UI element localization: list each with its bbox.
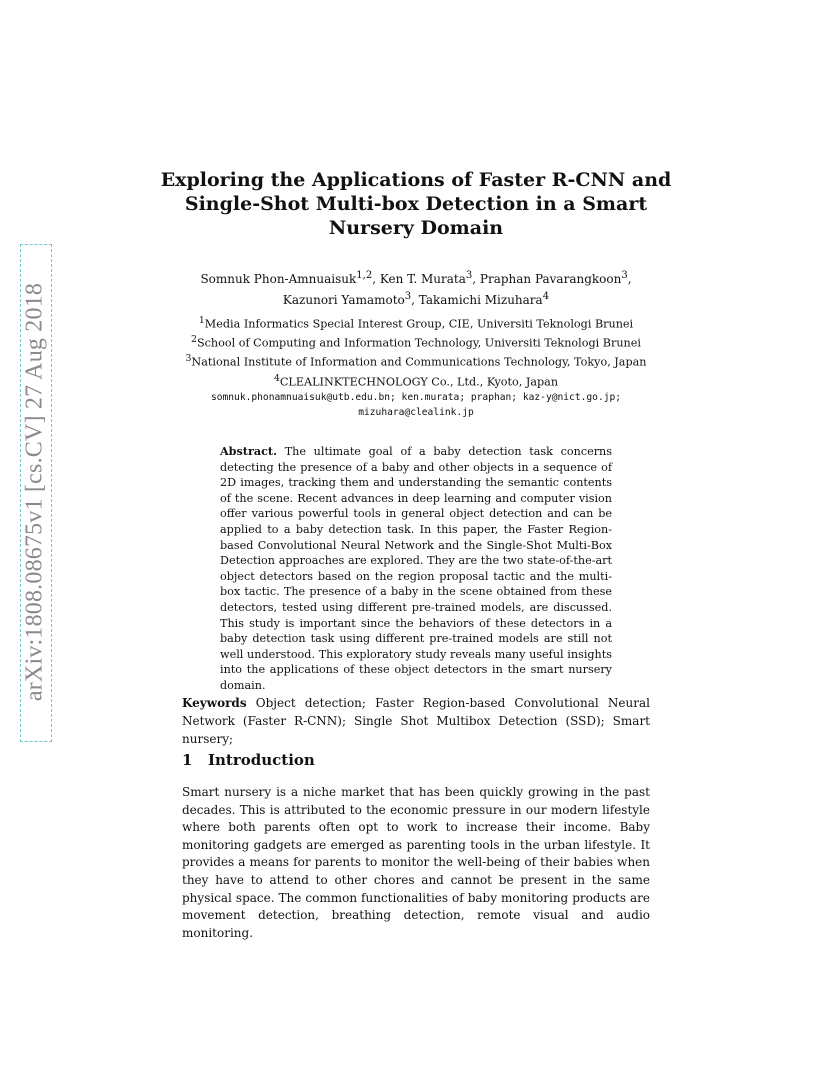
intro-paragraph: Smart nursery is a niche market that has been quickly growing in the past decades. This is attributed to the economic pressure in our modern lifestyle where both parents often opt to work to increase their income. Baby monitoring gadgets are emerged as parenting tools in the urban lifestyle. It provides a means for parents to monitor the well-being of their babies when they have to attend to other chores and cannot be present in the same physical space. The common functionalities of baby monitoring products are movement detection, breathing detection, remote visual and audio monitoring. [182, 785, 650, 940]
email-line-2: mizuhara@clealink.jp [358, 407, 474, 419]
author-line-2 [150, 288, 682, 309]
section-heading [182, 749, 315, 771]
author: Ken T. Murata$^3$, [379, 270, 480, 286]
keywords-label: Keywords [182, 696, 247, 710]
affiliations [150, 313, 682, 421]
author: Somnuk Phon-Amnuaisuk$^{1,2}$, [200, 270, 380, 286]
author-line-1 [150, 267, 682, 288]
keywords [182, 694, 650, 748]
abstract-text: The ultimate goal of a baby detection task concerns detecting the presence of a baby and other objects in a sequence of 2D images, tracking them and understanding the semantic contents of the scene. Recent advances in deep learning and computer vision offer various powerful tools in general object detection and can be applied to a baby detection task. In this paper, the Faster Region-based Convolutional Neural Network and the Single-Shot Multi-Box Detection approaches are explored. They are the two state-of-the-art object detectors based on the region proposal tactic and the multi-box tactic. The presence of a baby in the scene obtained from these detectors, tested using different pre-trained models, are discussed. This study is important since the behaviors of these detectors in a baby detection task using different pre-trained models are still not well understood. This exploratory study reveals many useful insights into the applications of these object detectors in the smart nursery domain. [220, 445, 613, 692]
author-list [150, 267, 682, 309]
author: Takamichi Mizuhara$^4$ [418, 291, 550, 307]
affiliation: $^2$School of Computing and Information Technology, Universiti Teknologi Brunei [191, 334, 641, 350]
affiliation: $^4$CLEALINKTECHNOLOGY Co., Ltd., Kyoto, Japan [273, 372, 559, 389]
paper-title: Exploring the Applications of Faster R-CNN and Single-Shot Multi-box Detection in a Smart Nursery Domain [160, 169, 672, 239]
author: Kazunori Yamamoto$^3$, [282, 291, 419, 307]
affiliation: $^1$Media Informatics Special Interest Group, CIE, Universiti Teknologi Brunei [198, 315, 634, 331]
keywords-text: Object detection; Faster Region-based Convolutional Neural Network (Faster R-CNN); Single Shot Multibox Detection (SSD); Smart nursery; [182, 696, 650, 746]
abstract [220, 444, 612, 694]
author: Praphan Pavarangkoon$^3$, [479, 270, 632, 286]
section-title: Introduction [208, 751, 315, 769]
abstract-label: Abstract. [220, 444, 277, 458]
section-number: 1 [182, 751, 193, 769]
affiliation: $^3$National Institute of Information and Communications Technology, Tokyo, Japan [185, 353, 647, 370]
email-line-1: somnuk.phonamnuaisuk@utb.edu.bn; ken.murata; praphan; kaz-y@nict.go.jp; [210, 391, 622, 403]
arxiv-stamp: arXiv:1808.08675v1 [cs.CV] 27 Aug 2018 [21, 282, 48, 702]
